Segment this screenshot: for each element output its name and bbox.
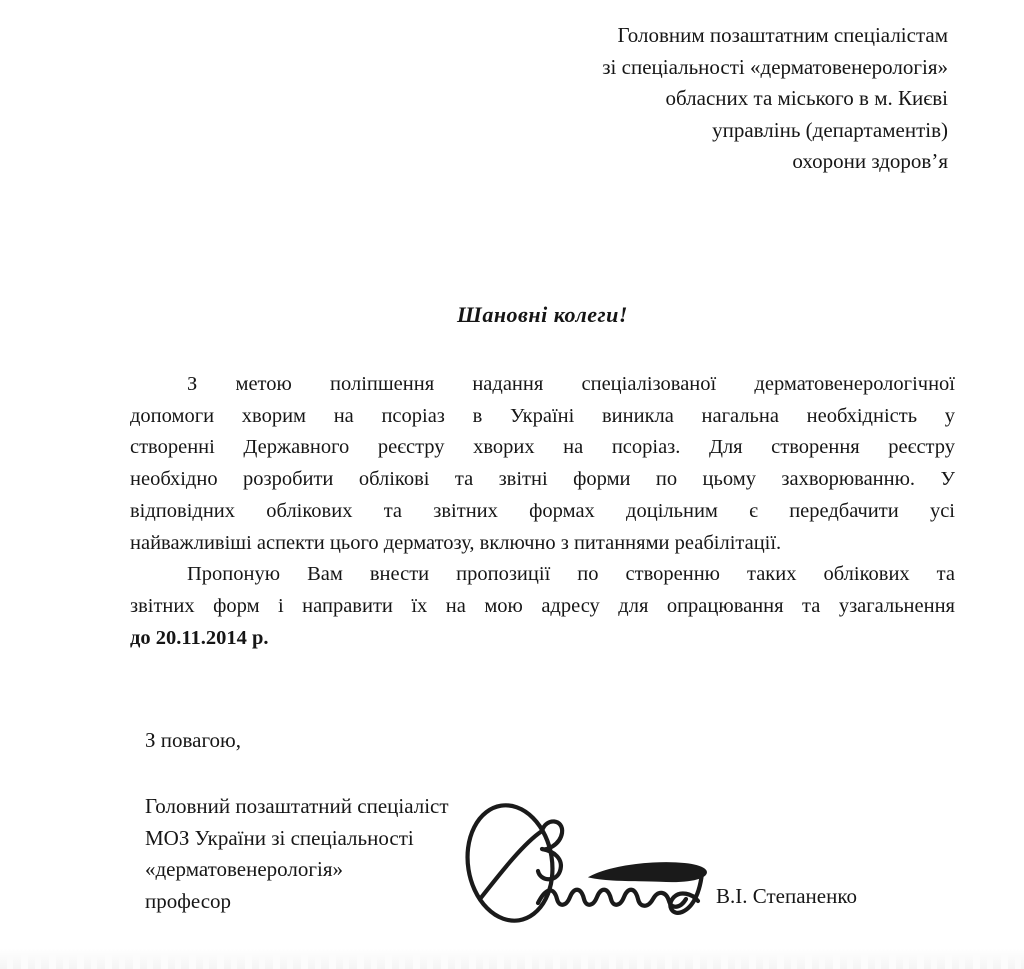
addressee-block (602, 20, 948, 178)
scan-artifact-strip (0, 949, 1024, 969)
addressee-line: зі спеціальності «дерматовенерологія» (602, 54, 948, 79)
signer-title-line: Головний позаштатний спеціаліст (145, 794, 449, 818)
paragraph (130, 559, 955, 654)
body-line: створенні Державного реєстру хворих на псоріаз. Для створення реєстру (130, 436, 955, 459)
body-line: Пропоную Вам внести пропозиції по створенню таких облікових та (187, 563, 955, 586)
closing-regards: З повагою, (145, 728, 241, 752)
addressee-line: Головним позаштатним спеціалістам (617, 23, 948, 47)
signature-title-block (145, 791, 449, 918)
body-line: З метою поліпшення надання спеціалізованої дерматовенерологічної (187, 373, 955, 395)
signer-name: В.І. Степаненко (716, 884, 857, 908)
paragraph (130, 369, 955, 559)
signer-title-line: професор (145, 889, 232, 914)
body-line: допомоги хворим на псоріаз в Україні виникла нагальна необхідність у (130, 404, 955, 427)
addressee-line: управлінь (департаментів) (712, 117, 948, 142)
body-line: необхідно розробити облікові та звітні форми по цьому захворюванню. У (130, 468, 955, 491)
salutation: Шановні колеги! (457, 302, 628, 327)
signer-title-line: МОЗ України зі спеціальності (145, 825, 414, 850)
addressee-line: обласних та міського в м. Києві (665, 86, 948, 110)
body-line: відповідних облікових та звітних формах доцільним є передбачити усі (130, 499, 955, 522)
addressee-line: охорони здоров’я (792, 149, 948, 173)
deadline-line: до 20.11.2014 р. (130, 626, 269, 649)
signer-title-line: «дерматовенерологія» (145, 857, 343, 882)
body-line: найважливіші аспекти цього дерматозу, включно з питаннями реабілітації. (130, 531, 782, 554)
handwritten-signature-icon (450, 795, 715, 935)
letter-body (130, 369, 955, 654)
body-line: звітних форм і направити їх на мою адресу для опрацювання та узагальнення (130, 594, 955, 617)
